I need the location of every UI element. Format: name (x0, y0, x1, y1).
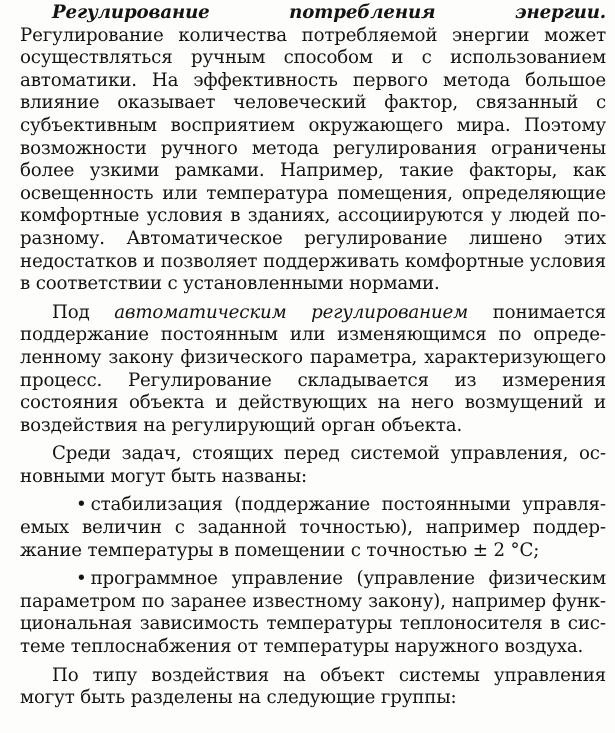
list-item-text: стабилизация (поддержание постоянными управляемых величин с заданной точностью), например поддержание температуры в помещении с точностью ± 2 °С; (20, 494, 606, 561)
paragraph-system-groups (20, 665, 606, 710)
paragraph-text: Среди задач, стоящих перед системой управления, основными могут быть названы: (20, 443, 606, 487)
list-item-program-control (20, 568, 606, 658)
paragraph-control-tasks (20, 443, 606, 488)
paragraph-text: По типу воздействия на объект системы управления могут быть разделены на следующие группы: (20, 664, 606, 709)
list-item-stabilization (20, 494, 606, 562)
list-item-text: программное управление (управление физическим параметром по заранее известному закону), например функциональная зависимость температуры теплоносителя в системе теплоснабжения от температуры наружного воздуха. (20, 568, 606, 658)
paragraph-text: понимается поддержание постоянным или изменяющимся по определенному закону физического параметра, характеризующего процесс. Регулирование складывается из измерения состояния объекта и действующих на него возмущений и воздействия на регулирующий орган объекта. (20, 301, 606, 436)
paragraph-energy-regulation (20, 2, 606, 296)
text-column (20, 2, 606, 716)
bullet-icon: • (76, 494, 87, 516)
paragraph-automatic-regulation (20, 302, 606, 438)
paragraph-lead: Под (52, 301, 115, 323)
bullet-icon: • (76, 568, 87, 590)
paragraph-text: Регулирование количества потребляемой энергии может осуществляться ручным способом и с использованием автоматики. На эффективность первого метода большое влияние оказывает человеческий фактор, связанный с субъективным восприятием окружающего мира. Поэтому возможности ручного метода регулирования ограничены более узкими рамками. Например, такие факторы, как освещенность или температура помещения, определяющие комфортные условия в зданиях, ассоциируются у людей по-разному. Автоматическое регулирование лишено этих недостатков и позволяет поддерживать комфортные условия в соответствии с установленными нормами. (20, 24, 606, 295)
defined-term: автоматическим регулированием (114, 301, 469, 323)
section-heading: Регулирование потребления энергии. (52, 2, 606, 23)
